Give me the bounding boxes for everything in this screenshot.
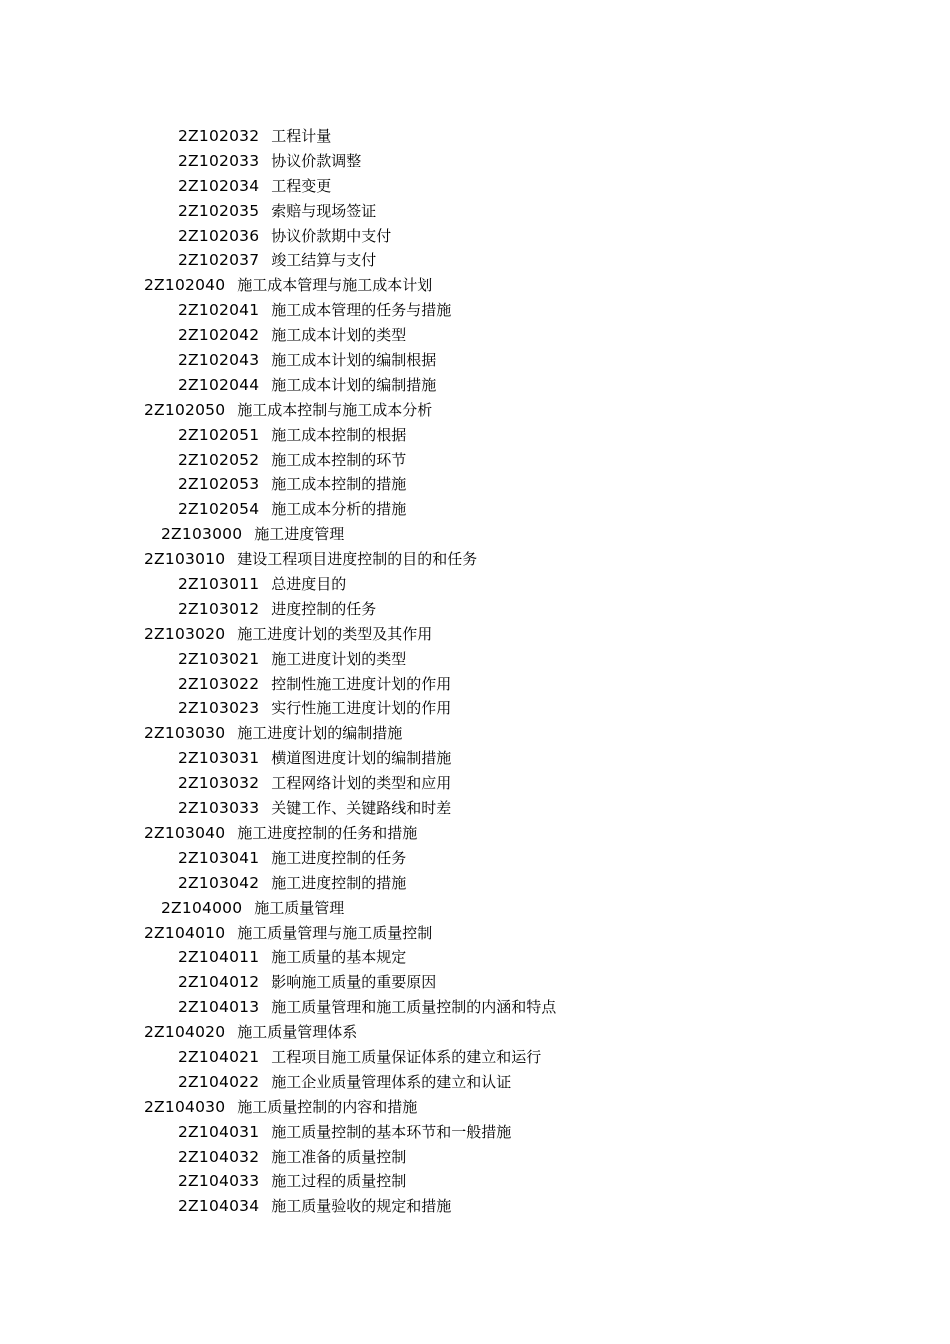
toc-entry-title: 实行性施工进度计划的作用 (271, 699, 452, 718)
toc-entry-code: 2Z103010 (144, 550, 226, 569)
toc-entry-code: 2Z104020 (144, 1023, 226, 1042)
toc-entry-code: 2Z102034 (178, 176, 260, 195)
toc-entry-code: 2Z103012 (178, 599, 260, 618)
toc-entry-title: 施工成本控制的根据 (271, 425, 407, 444)
toc-entry-title: 施工进度计划的类型 (271, 649, 407, 668)
toc-entry-level-3 (0, 174, 556, 199)
toc-entry-code: 2Z104012 (178, 973, 260, 992)
toc-entry-code: 2Z103041 (178, 848, 260, 867)
toc-entry-title: 施工质量的基本规定 (271, 948, 407, 967)
toc-entry-level-3 (0, 846, 556, 871)
toc-entry-level-3 (0, 124, 556, 149)
toc-entry-title: 施工成本控制的环节 (271, 450, 407, 469)
toc-entry-code: 2Z103042 (178, 873, 260, 892)
toc-entry-level-3 (0, 696, 556, 721)
toc-entry-code: 2Z102042 (178, 326, 260, 345)
toc-entry-title: 施工进度管理 (254, 525, 345, 544)
toc-entry-level-2 (0, 821, 556, 846)
toc-entry-title: 控制性施工进度计划的作用 (271, 674, 452, 693)
toc-entry-title: 竣工结算与支付 (271, 251, 377, 270)
toc-entry-level-3 (0, 995, 556, 1020)
toc-entry-title: 施工过程的质量控制 (271, 1172, 407, 1191)
toc-entry-level-1 (0, 896, 556, 921)
toc-entry-title: 施工质量管理和施工质量控制的内涵和特点 (271, 998, 557, 1017)
toc-entry-code: 2Z102053 (178, 475, 260, 494)
toc-entry-code: 2Z102054 (178, 500, 260, 519)
toc-entry-title: 施工质量控制的基本环节和一般措施 (271, 1122, 512, 1141)
toc-entry-title: 影响施工质量的重要原因 (271, 973, 437, 992)
toc-entry-level-3 (0, 1045, 556, 1070)
toc-entry-title: 施工成本计划的编制措施 (271, 375, 437, 394)
toc-entry-level-3 (0, 199, 556, 224)
toc-entry-code: 2Z104033 (178, 1172, 260, 1191)
toc-entry-title: 施工质量控制的内容和措施 (237, 1097, 418, 1116)
toc-entry-code: 2Z102040 (144, 276, 226, 295)
toc-entry-code: 2Z103023 (178, 699, 260, 718)
toc-entry-level-2 (0, 1020, 556, 1045)
toc-entry-title: 施工进度计划的编制措施 (237, 724, 403, 743)
toc-entry-level-3 (0, 423, 556, 448)
toc-entry-code: 2Z102033 (178, 151, 260, 170)
toc-entry-level-1 (0, 522, 556, 547)
toc-entry-level-3 (0, 149, 556, 174)
toc-entry-title: 施工进度控制的措施 (271, 873, 407, 892)
toc-entry-title: 施工成本计划的编制根据 (271, 351, 437, 370)
toc-entry-title: 工程计量 (271, 127, 332, 145)
toc-entry-code: 2Z102041 (178, 301, 260, 320)
toc-entry-code: 2Z103021 (178, 649, 260, 668)
toc-entry-code: 2Z102043 (178, 351, 260, 370)
toc-entry-code: 2Z102050 (144, 400, 226, 419)
toc-entry-code: 2Z104000 (161, 898, 243, 917)
toc-entry-title: 进度控制的任务 (271, 599, 377, 618)
toc-entry-level-2 (0, 721, 556, 746)
toc-entry-title: 施工进度计划的类型及其作用 (237, 624, 433, 643)
toc-entry-code: 2Z103020 (144, 624, 226, 643)
toc-entry-title: 施工成本控制与施工成本分析 (237, 400, 433, 419)
toc-entry-title: 施工企业质量管理体系的建立和认证 (271, 1072, 512, 1091)
toc-entry-level-3 (0, 771, 556, 796)
toc-entry-title: 施工成本管理与施工成本计划 (237, 276, 433, 295)
toc-entry-title: 横道图进度计划的编制措施 (271, 749, 452, 768)
toc-entry-title: 总进度目的 (271, 575, 347, 594)
toc-entry-level-3 (0, 224, 556, 249)
toc-entry-code: 2Z104022 (178, 1072, 260, 1091)
toc-entry-level-3 (0, 796, 556, 821)
toc-entry-level-3 (0, 472, 556, 497)
toc-entry-title: 施工成本计划的类型 (271, 326, 407, 345)
table-of-contents (0, 124, 556, 1219)
toc-entry-title: 工程网络计划的类型和应用 (271, 774, 452, 793)
toc-entry-title: 施工成本管理的任务与措施 (271, 301, 452, 320)
toc-entry-level-3 (0, 1194, 556, 1219)
toc-entry-title: 关键工作、关键路线和时差 (271, 799, 452, 818)
toc-entry-code: 2Z103011 (178, 575, 260, 594)
toc-entry-level-3 (0, 572, 556, 597)
toc-entry-level-2 (0, 547, 556, 572)
toc-entry-code: 2Z104021 (178, 1047, 260, 1066)
toc-entry-level-3 (0, 945, 556, 970)
toc-entry-title: 施工质量管理体系 (237, 1023, 358, 1042)
toc-entry-level-3 (0, 497, 556, 522)
toc-entry-code: 2Z102051 (178, 425, 260, 444)
toc-entry-level-2 (0, 273, 556, 298)
toc-entry-level-3 (0, 373, 556, 398)
toc-entry-code: 2Z104034 (178, 1197, 260, 1216)
toc-entry-level-3 (0, 1070, 556, 1095)
toc-entry-code: 2Z102044 (178, 375, 260, 394)
toc-entry-code: 2Z103040 (144, 823, 226, 842)
toc-entry-code: 2Z104010 (144, 923, 226, 942)
toc-entry-code: 2Z104031 (178, 1122, 260, 1141)
toc-entry-level-2 (0, 398, 556, 423)
toc-entry-code: 2Z104030 (144, 1097, 226, 1116)
toc-entry-level-3 (0, 970, 556, 995)
toc-entry-level-3 (0, 597, 556, 622)
toc-entry-code: 2Z103000 (161, 525, 243, 544)
toc-entry-level-2 (0, 921, 556, 946)
toc-entry-level-3 (0, 871, 556, 896)
toc-entry-level-3 (0, 348, 556, 373)
toc-entry-level-3 (0, 1145, 556, 1170)
toc-entry-code: 2Z102035 (178, 201, 260, 220)
toc-entry-code: 2Z103031 (178, 749, 260, 768)
toc-entry-level-3 (0, 248, 556, 273)
toc-entry-code: 2Z103032 (178, 774, 260, 793)
toc-entry-title: 工程项目施工质量保证体系的建立和运行 (271, 1047, 542, 1066)
toc-entry-title: 施工成本分析的措施 (271, 500, 407, 519)
toc-entry-code: 2Z104013 (178, 998, 260, 1017)
toc-entry-code: 2Z102037 (178, 251, 260, 270)
toc-entry-title: 施工进度控制的任务 (271, 848, 407, 867)
toc-entry-title: 协议价款期中支付 (271, 226, 392, 245)
toc-entry-code: 2Z104011 (178, 948, 260, 967)
toc-entry-level-3 (0, 1120, 556, 1145)
toc-entry-code: 2Z102052 (178, 450, 260, 469)
toc-entry-level-3 (0, 672, 556, 697)
toc-entry-level-2 (0, 1095, 556, 1120)
toc-entry-title: 施工成本控制的措施 (271, 475, 407, 494)
toc-entry-level-3 (0, 1169, 556, 1194)
toc-entry-level-3 (0, 647, 556, 672)
toc-entry-code: 2Z103022 (178, 674, 260, 693)
toc-entry-title: 施工准备的质量控制 (271, 1147, 407, 1166)
toc-entry-code: 2Z103030 (144, 724, 226, 743)
toc-entry-level-3 (0, 323, 556, 348)
toc-entry-title: 施工质量管理 (254, 898, 345, 917)
toc-entry-code: 2Z104032 (178, 1147, 260, 1166)
toc-entry-code: 2Z103033 (178, 799, 260, 818)
toc-entry-level-3 (0, 448, 556, 473)
toc-entry-title: 工程变更 (271, 176, 332, 195)
toc-entry-level-2 (0, 622, 556, 647)
toc-entry-level-3 (0, 298, 556, 323)
toc-entry-code: 2Z102036 (178, 226, 260, 245)
toc-entry-code: 2Z102032 (178, 127, 260, 145)
toc-entry-title: 施工进度控制的任务和措施 (237, 823, 418, 842)
toc-entry-title: 施工质量管理与施工质量控制 (237, 923, 433, 942)
toc-entry-level-3 (0, 746, 556, 771)
toc-entry-title: 索赔与现场签证 (271, 201, 377, 220)
toc-entry-title: 建设工程项目进度控制的目的和任务 (237, 550, 478, 569)
toc-entry-title: 施工质量验收的规定和措施 (271, 1197, 452, 1216)
toc-entry-title: 协议价款调整 (271, 151, 362, 170)
